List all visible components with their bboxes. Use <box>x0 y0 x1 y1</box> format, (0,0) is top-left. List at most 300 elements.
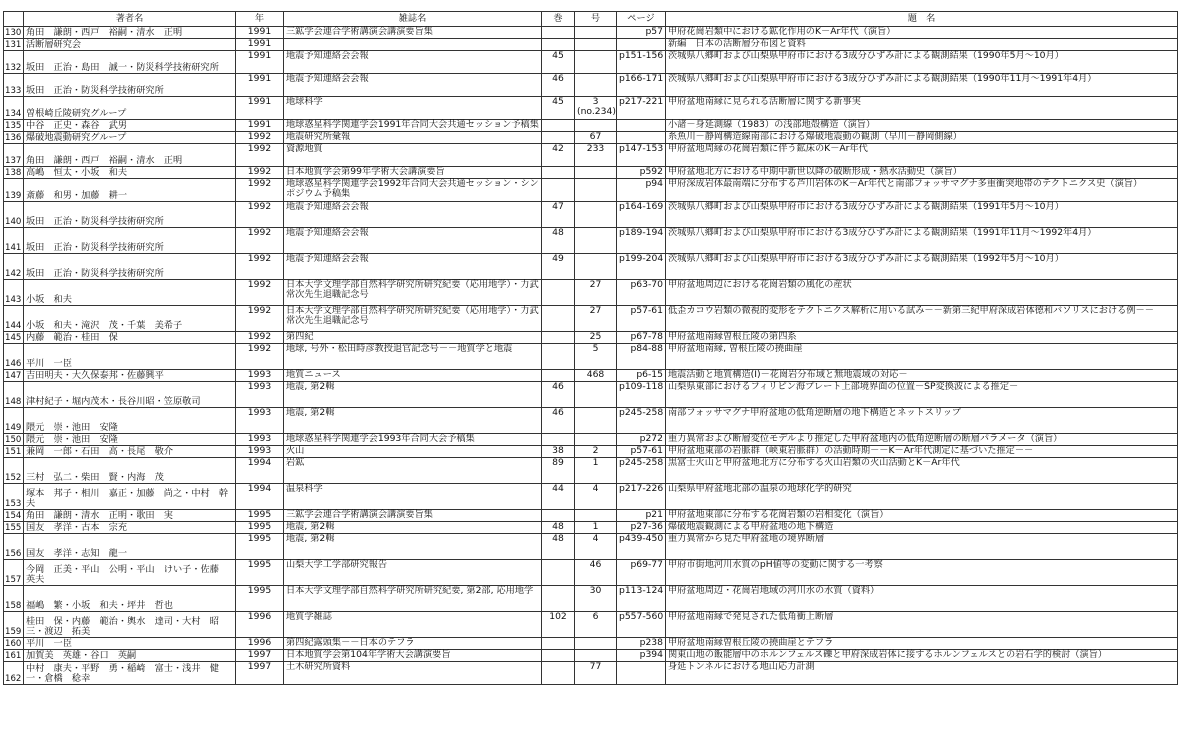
year-cell: 1992 <box>236 179 284 202</box>
row-number: 153 <box>4 484 24 510</box>
issue-cell <box>575 39 617 51</box>
header-journal: 雑誌名 <box>284 12 542 27</box>
journal-cell: 日本大学文理学部自然科学研究所研究紀要（応用地学）・力武 常次先生退職記念号 <box>284 280 542 306</box>
issue-cell <box>575 228 617 254</box>
volume-cell: 42 <box>542 144 575 167</box>
table-row <box>4 179 1178 202</box>
pages-cell: p113-124 <box>617 586 666 612</box>
table-row <box>4 344 1178 370</box>
volume-cell <box>542 638 575 650</box>
issue-cell <box>575 510 617 522</box>
table-row <box>4 382 1178 408</box>
row-number: 133 <box>4 74 24 97</box>
table-row <box>4 332 1178 344</box>
title-cell: 甲府盆地東部の岩脈群（峡東岩脈群）の活動時期－－K－Ar年代測定に基づいた推定－－ <box>666 446 1178 458</box>
journal-cell: 土木研究所資料 <box>284 662 542 685</box>
row-number: 130 <box>4 27 24 39</box>
title-cell: 甲府盆地周辺における花崗岩類の風化の産状 <box>666 280 1178 306</box>
year-cell: 1992 <box>236 254 284 280</box>
row-number: 162 <box>4 662 24 685</box>
issue-cell <box>575 167 617 179</box>
pages-cell: p63-70 <box>617 280 666 306</box>
author-cell: 小坂 和夫 <box>24 280 236 306</box>
pages-cell <box>617 132 666 144</box>
table-row <box>4 167 1178 179</box>
pages-cell: p394 <box>617 650 666 662</box>
table-row <box>4 97 1178 120</box>
year-cell: 1993 <box>236 434 284 446</box>
header-year: 年 <box>236 12 284 27</box>
table-row <box>4 458 1178 484</box>
issue-cell: 1 <box>575 522 617 534</box>
table-row <box>4 280 1178 306</box>
volume-cell: 48 <box>542 228 575 254</box>
row-number: 147 <box>4 370 24 382</box>
year-cell: 1995 <box>236 510 284 522</box>
title-cell: 甲府盆地南縁曽根丘陵の撓曲崖とテフラ <box>666 638 1178 650</box>
year-cell: 1991 <box>236 51 284 74</box>
pages-cell: p217-221 <box>617 97 666 120</box>
author-cell: 内藤 範治・桂田 保 <box>24 332 236 344</box>
pages-cell: p57 <box>617 27 666 39</box>
author-cell: 福嶋 繁・小坂 和夫・坪井 哲也 <box>24 586 236 612</box>
journal-cell: 地球惑星科学関連学会1992年合同大会共通セッション・シンポジウム予稿集 <box>284 179 542 202</box>
author-cell: 隈元 崇・池田 安隆 <box>24 408 236 434</box>
title-cell: 茨城県八郷町および山梨県甲府市における3成分ひずみ計による観測結果（1990年11月～1991年4月） <box>666 74 1178 97</box>
row-number: 141 <box>4 228 24 254</box>
issue-cell: 2 <box>575 446 617 458</box>
row-number: 136 <box>4 132 24 144</box>
row-number: 144 <box>4 306 24 332</box>
volume-cell: 46 <box>542 382 575 408</box>
pages-cell: p94 <box>617 179 666 202</box>
issue-cell <box>575 179 617 202</box>
pages-cell: p557-560 <box>617 612 666 638</box>
year-cell: 1996 <box>236 612 284 638</box>
issue-cell: 30 <box>575 586 617 612</box>
issue-cell: 3 (no.234) <box>575 97 617 120</box>
journal-cell: 日本地質学会第99年学術大会講演要旨 <box>284 167 542 179</box>
author-cell: 三村 弘二・柴田 賢・内海 茂 <box>24 458 236 484</box>
issue-cell: 25 <box>575 332 617 344</box>
title-cell: 甲府盆地南縁, 曽根丘陵の撓曲崖 <box>666 344 1178 370</box>
author-cell: 中谷 正史・森谷 武男 <box>24 120 236 132</box>
volume-cell <box>542 27 575 39</box>
author-cell: 平川 一臣 <box>24 638 236 650</box>
journal-cell: 地震, 第2輯 <box>284 522 542 534</box>
title-cell: 山梨県甲府盆地北部の温泉の地球化学的研究 <box>666 484 1178 510</box>
year-cell: 1991 <box>236 97 284 120</box>
title-cell: 糸魚川－静岡構造線南部における爆破地震動の観測（早川－静岡側線） <box>666 132 1178 144</box>
table-row <box>4 74 1178 97</box>
issue-cell: 27 <box>575 280 617 306</box>
title-cell: 甲府盆地東部に分布する花崗岩類の岩相変化（演旨） <box>666 510 1178 522</box>
volume-cell <box>542 586 575 612</box>
row-number: 142 <box>4 254 24 280</box>
pages-cell: p272 <box>617 434 666 446</box>
table-row <box>4 39 1178 51</box>
row-number: 148 <box>4 382 24 408</box>
author-cell: 小坂 和夫・滝沢 茂・千葉 美希子 <box>24 306 236 332</box>
author-cell: 坂田 正治・島田 誠一・防災科学技術研究所 <box>24 51 236 74</box>
volume-cell: 45 <box>542 97 575 120</box>
pages-cell: p6-15 <box>617 370 666 382</box>
year-cell: 1995 <box>236 560 284 586</box>
pages-cell <box>617 120 666 132</box>
issue-cell: 4 <box>575 484 617 510</box>
table-row <box>4 612 1178 638</box>
year-cell: 1995 <box>236 534 284 560</box>
row-number: 151 <box>4 446 24 458</box>
journal-cell: 地球惑星科学関連学会1993年合同大会予稿集 <box>284 434 542 446</box>
pages-cell: p592 <box>617 167 666 179</box>
volume-cell: 38 <box>542 446 575 458</box>
volume-cell <box>542 39 575 51</box>
volume-cell: 89 <box>542 458 575 484</box>
title-cell: 甲府盆地周辺・花崗岩地域の河川水の水質（資料） <box>666 586 1178 612</box>
year-cell: 1992 <box>236 228 284 254</box>
pages-cell: p199-204 <box>617 254 666 280</box>
volume-cell <box>542 332 575 344</box>
journal-cell: 資源地質 <box>284 144 542 167</box>
table-row <box>4 650 1178 662</box>
header-author: 著者名 <box>24 12 236 27</box>
issue-cell: 5 <box>575 344 617 370</box>
table-row <box>4 522 1178 534</box>
journal-cell: 日本地質学会第104年学術大会講演要旨 <box>284 650 542 662</box>
pages-cell: p189-194 <box>617 228 666 254</box>
pages-cell: p238 <box>617 638 666 650</box>
journal-cell: 三鉱学会連合学術講演会講演要旨集 <box>284 510 542 522</box>
volume-cell: 102 <box>542 612 575 638</box>
issue-cell <box>575 51 617 74</box>
issue-cell <box>575 650 617 662</box>
table-row <box>4 484 1178 510</box>
pages-cell: p166-171 <box>617 74 666 97</box>
table-row <box>4 408 1178 434</box>
year-cell: 1996 <box>236 638 284 650</box>
header-volume: 巻 <box>542 12 575 27</box>
author-cell: 角田 謙朗・西戸 裕嗣・清水 正明 <box>24 144 236 167</box>
journal-cell: 地震予知連絡会会報 <box>284 228 542 254</box>
table-row <box>4 120 1178 132</box>
journal-cell: 第四紀 <box>284 332 542 344</box>
journal-cell: 日本大学文理学部自然科学研究所研究紀要, 第2部, 応用地学 <box>284 586 542 612</box>
year-cell: 1993 <box>236 382 284 408</box>
title-cell: 低歪カコウ岩類の微視的変形をテクトニクス解析に用いる試み－－新第三紀甲府深成岩体徳和バソリスにおける例－－ <box>666 306 1178 332</box>
volume-cell <box>542 167 575 179</box>
title-cell: 爆破地震観測による甲府盆地の地下構造 <box>666 522 1178 534</box>
author-cell: 活断層研究会 <box>24 39 236 51</box>
year-cell: 1991 <box>236 27 284 39</box>
title-cell: 甲府盆地南縁に見られる活断層に関する新事実 <box>666 97 1178 120</box>
bibliography-sheet <box>3 11 1177 685</box>
issue-cell <box>575 120 617 132</box>
title-cell: 黒富士火山と甲府盆地北方に分布する火山岩類の火山活動とK－Ar年代 <box>666 458 1178 484</box>
pages-cell: p147-153 <box>617 144 666 167</box>
year-cell: 1992 <box>236 132 284 144</box>
pages-cell: p27-36 <box>617 522 666 534</box>
issue-cell: 77 <box>575 662 617 685</box>
volume-cell: 44 <box>542 484 575 510</box>
table-row <box>4 586 1178 612</box>
journal-cell: 地震予知連絡会会報 <box>284 202 542 228</box>
table-row <box>4 638 1178 650</box>
volume-cell: 46 <box>542 74 575 97</box>
year-cell: 1992 <box>236 306 284 332</box>
volume-cell: 47 <box>542 202 575 228</box>
author-cell: 坂田 正治・防災科学技術研究所 <box>24 74 236 97</box>
year-cell: 1991 <box>236 120 284 132</box>
journal-cell: 地球科学 <box>284 97 542 120</box>
year-cell: 1993 <box>236 408 284 434</box>
pages-cell: p21 <box>617 510 666 522</box>
volume-cell <box>542 370 575 382</box>
pages-cell: p245-258 <box>617 408 666 434</box>
journal-cell: 地震, 第2輯 <box>284 408 542 434</box>
year-cell: 1992 <box>236 167 284 179</box>
volume-cell <box>542 132 575 144</box>
year-cell: 1994 <box>236 484 284 510</box>
author-cell: 吉田明夫・大久保泰邦・佐藤興平 <box>24 370 236 382</box>
issue-cell: 4 <box>575 534 617 560</box>
author-cell: 高嶋 恒太・小坂 和夫 <box>24 167 236 179</box>
issue-cell <box>575 638 617 650</box>
table-row <box>4 510 1178 522</box>
author-cell: 曽根崎丘陵研究グループ <box>24 97 236 120</box>
author-cell: 角田 謙朗・清水 正明・歌田 実 <box>24 510 236 522</box>
table-row <box>4 51 1178 74</box>
year-cell: 1992 <box>236 332 284 344</box>
issue-cell <box>575 27 617 39</box>
journal-cell: 地球, 号外・松田時彦教授退官記念号－－地質学と地震 <box>284 344 542 370</box>
row-number: 155 <box>4 522 24 534</box>
pages-cell: p151-156 <box>617 51 666 74</box>
volume-cell: 45 <box>542 51 575 74</box>
author-cell: 国友 孝洋・志知 龍一 <box>24 534 236 560</box>
year-cell: 1991 <box>236 74 284 97</box>
title-cell: 小諸－身延測線（1983）の浅部地殻構造（演旨） <box>666 120 1178 132</box>
row-number: 131 <box>4 39 24 51</box>
journal-cell: 地震予知連絡会会報 <box>284 74 542 97</box>
table-row <box>4 446 1178 458</box>
journal-cell: 地震, 第2輯 <box>284 382 542 408</box>
journal-cell: 地震予知連絡会会報 <box>284 254 542 280</box>
title-cell: 地震活動と地質構造(I)－花崗岩分布域と無地震域の対応－ <box>666 370 1178 382</box>
issue-cell <box>575 74 617 97</box>
year-cell: 1992 <box>236 144 284 167</box>
issue-cell: 233 <box>575 144 617 167</box>
journal-cell: 地質学雑誌 <box>284 612 542 638</box>
year-cell: 1993 <box>236 370 284 382</box>
row-number: 157 <box>4 560 24 586</box>
row-number: 146 <box>4 344 24 370</box>
year-cell: 1992 <box>236 202 284 228</box>
title-cell: 甲府盆地北方における中期中新世以降の破断形成・熱水活動史（演旨） <box>666 167 1178 179</box>
row-number: 137 <box>4 144 24 167</box>
title-cell: 甲府盆地南縁で発見された低角衝上断層 <box>666 612 1178 638</box>
table-row <box>4 132 1178 144</box>
author-cell: 斎藤 和男・加藤 耕一 <box>24 179 236 202</box>
volume-cell <box>542 560 575 586</box>
volume-cell: 48 <box>542 534 575 560</box>
volume-cell <box>542 650 575 662</box>
title-cell: 甲府盆地南縁曽根丘陵の第四系 <box>666 332 1178 344</box>
title-cell: 新編 日本の活断層分布図と資料 <box>666 39 1178 51</box>
pages-cell <box>617 662 666 685</box>
row-number: 156 <box>4 534 24 560</box>
table-body <box>4 27 1178 685</box>
issue-cell: 1 <box>575 458 617 484</box>
journal-cell: 日本大学文理学部自然科学研究所研究紀要（応用地学）・力武 常次先生退職記念号 <box>284 306 542 332</box>
author-cell: 桂田 保・内藤 範治・輿水 達司・大村 昭三・渡辺 拓美 <box>24 612 236 638</box>
author-cell: 加賀美 英雄・谷口 英嗣 <box>24 650 236 662</box>
table-row <box>4 144 1178 167</box>
row-number: 138 <box>4 167 24 179</box>
volume-cell: 49 <box>542 254 575 280</box>
author-cell: 角田 謙朗・西戸 裕嗣・清水 正明 <box>24 27 236 39</box>
title-cell: 甲府深成岩体最南端に分布する芦川岩体のK－Ar年代と南部フォッサマグナ多重衝突地帯のテクトニクス史（演旨） <box>666 179 1178 202</box>
author-cell: 爆破地震動研究グループ <box>24 132 236 144</box>
author-cell: 隈元 崇・池田 安隆 <box>24 434 236 446</box>
issue-cell: 27 <box>575 306 617 332</box>
journal-cell: 地球惑星科学関連学会1991年合同大会共通セッション予稿集 <box>284 120 542 132</box>
author-cell: 兼岡 一郎・石田 高・長尾 敬介 <box>24 446 236 458</box>
pages-cell: p164-169 <box>617 202 666 228</box>
table-row <box>4 228 1178 254</box>
title-cell: 茨城県八郷町および山梨県甲府市における3成分ひずみ計による観測結果（1992年5月～10月） <box>666 254 1178 280</box>
title-cell: 身延トンネルにおける地山応力計測 <box>666 662 1178 685</box>
pages-cell <box>617 39 666 51</box>
row-number: 134 <box>4 97 24 120</box>
row-number: 149 <box>4 408 24 434</box>
title-cell: 関東山地の飯能層中のホルンフェルス礫と甲府深成岩体に接するホルンフェルスとの岩石学的検討（演旨） <box>666 650 1178 662</box>
table-row <box>4 202 1178 228</box>
author-cell: 中村 康夫・平野 勇・稲崎 富士・浅井 健一・倉橋 稔幸 <box>24 662 236 685</box>
journal-cell: 地質ニュース <box>284 370 542 382</box>
journal-cell: 岩鉱 <box>284 458 542 484</box>
table-row <box>4 370 1178 382</box>
title-cell: 甲府市街地河川水質のpH値等の変動に関する一考察 <box>666 560 1178 586</box>
title-cell: 重力異常から見た甲府盆地の境界断層 <box>666 534 1178 560</box>
journal-cell: 地震研究所彙報 <box>284 132 542 144</box>
issue-cell <box>575 434 617 446</box>
header-issue: 号 <box>575 12 617 27</box>
issue-cell <box>575 382 617 408</box>
year-cell: 1992 <box>236 280 284 306</box>
journal-cell: 温泉科学 <box>284 484 542 510</box>
year-cell: 1997 <box>236 662 284 685</box>
year-cell: 1992 <box>236 344 284 370</box>
row-number: 154 <box>4 510 24 522</box>
title-cell: 茨城県八郷町および山梨県甲府市における3成分ひずみ計による観測結果（1991年5月～10月） <box>666 202 1178 228</box>
row-number: 132 <box>4 51 24 74</box>
title-cell: 重力異常および断層変位モデルより推定した甲府盆地内の低角逆断層の断層パラメータ（演旨） <box>666 434 1178 446</box>
author-cell: 津村紀子・堀内茂木・長谷川昭・笠原敬司 <box>24 382 236 408</box>
table-row <box>4 306 1178 332</box>
author-cell: 坂田 正治・防災科学技術研究所 <box>24 202 236 228</box>
header-pages: ページ <box>617 12 666 27</box>
year-cell: 1991 <box>236 39 284 51</box>
volume-cell <box>542 344 575 370</box>
journal-cell: 三鉱学会連合学術講演会講演要旨集 <box>284 27 542 39</box>
author-cell: 国友 孝洋・古本 宗充 <box>24 522 236 534</box>
row-number: 145 <box>4 332 24 344</box>
title-cell: 茨城県八郷町および山梨県甲府市における3成分ひずみ計による観測結果（1991年11月～1992年4月） <box>666 228 1178 254</box>
header-number <box>4 12 24 27</box>
table-row <box>4 27 1178 39</box>
header-title: 題 名 <box>666 12 1178 27</box>
pages-cell: p245-258 <box>617 458 666 484</box>
table-row <box>4 534 1178 560</box>
pages-cell: p57-61 <box>617 446 666 458</box>
journal-cell: 第四紀露頭集－－日本のテフラ <box>284 638 542 650</box>
volume-cell <box>542 510 575 522</box>
title-cell: 山梨県東部におけるフィリピン海プレート上部境界面の位置－SP変換波による推定－ <box>666 382 1178 408</box>
title-cell: 南部フォッサマグナ甲府盆地の低角逆断層の地下構造とネットスリップ <box>666 408 1178 434</box>
author-cell: 今岡 正美・平山 公明・平山 けい子・佐藤 英夫 <box>24 560 236 586</box>
table-row <box>4 662 1178 685</box>
volume-cell <box>542 120 575 132</box>
journal-cell: 山梨大学工学部研究報告 <box>284 560 542 586</box>
row-number: 150 <box>4 434 24 446</box>
journal-cell <box>284 39 542 51</box>
issue-cell: 6 <box>575 612 617 638</box>
row-number: 139 <box>4 179 24 202</box>
volume-cell: 46 <box>542 408 575 434</box>
pages-cell: p69-77 <box>617 560 666 586</box>
pages-cell: p217-226 <box>617 484 666 510</box>
pages-cell: p57-61 <box>617 306 666 332</box>
header-row <box>4 12 1178 27</box>
row-number: 159 <box>4 612 24 638</box>
author-cell: 塚本 邦子・相川 嘉正・加藤 尚之・中村 幹夫 <box>24 484 236 510</box>
volume-cell <box>542 662 575 685</box>
title-cell: 甲府花崗岩類中における鉱化作用のK－Ar年代（演旨） <box>666 27 1178 39</box>
journal-cell: 火山 <box>284 446 542 458</box>
pages-cell: p439-450 <box>617 534 666 560</box>
row-number: 158 <box>4 586 24 612</box>
volume-cell <box>542 179 575 202</box>
issue-cell <box>575 254 617 280</box>
year-cell: 1997 <box>236 650 284 662</box>
row-number: 140 <box>4 202 24 228</box>
row-number: 160 <box>4 638 24 650</box>
table-row <box>4 560 1178 586</box>
author-cell: 坂田 正治・防災科学技術研究所 <box>24 228 236 254</box>
volume-cell <box>542 434 575 446</box>
journal-cell: 地震予知連絡会会報 <box>284 51 542 74</box>
row-number: 135 <box>4 120 24 132</box>
bibliography-table <box>3 11 1178 685</box>
row-number: 143 <box>4 280 24 306</box>
title-cell: 甲府盆地周縁の花崗岩類に伴う鉱床のK－Ar年代 <box>666 144 1178 167</box>
author-cell: 坂田 正治・防災科学技術研究所 <box>24 254 236 280</box>
table-row <box>4 254 1178 280</box>
author-cell: 平川 一臣 <box>24 344 236 370</box>
volume-cell: 48 <box>542 522 575 534</box>
year-cell: 1993 <box>236 446 284 458</box>
table-row <box>4 434 1178 446</box>
row-number: 152 <box>4 458 24 484</box>
issue-cell <box>575 202 617 228</box>
pages-cell: p109-118 <box>617 382 666 408</box>
row-number: 161 <box>4 650 24 662</box>
issue-cell <box>575 408 617 434</box>
issue-cell: 46 <box>575 560 617 586</box>
title-cell: 茨城県八郷町および山梨県甲府市における3成分ひずみ計による観測結果（1990年5月～10月） <box>666 51 1178 74</box>
issue-cell: 67 <box>575 132 617 144</box>
